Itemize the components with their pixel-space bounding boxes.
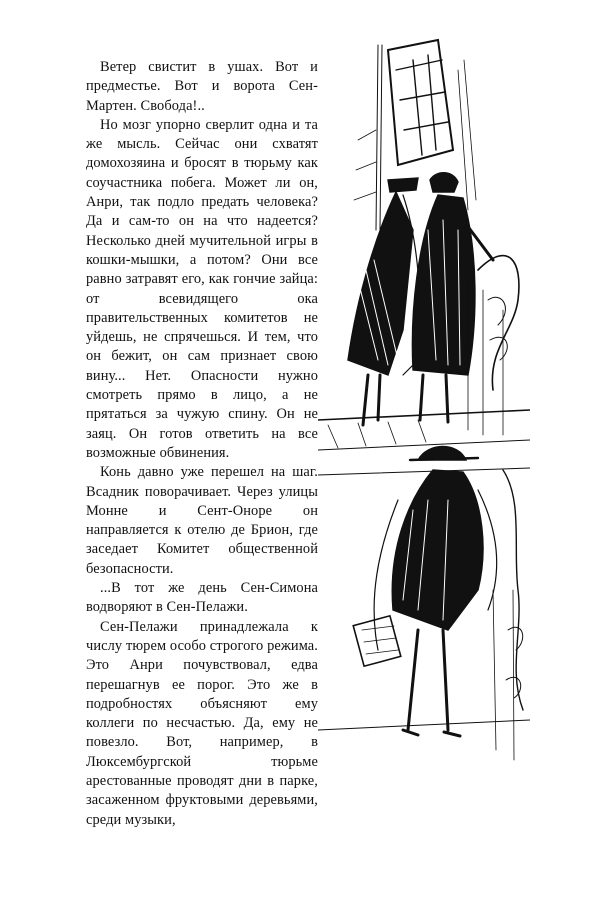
illustration-svg: [318, 30, 530, 790]
two-figures-drawing: [348, 173, 493, 425]
paragraph-4: ...В тот же день Сен-Симона водворяют в Сен-Пелажи.: [86, 580, 318, 616]
paragraph-1: Ветер свистит в ушах. Вот и предместье. Вот и ворота Сен-Мартен. Свобода!..: [86, 59, 318, 114]
text-column: [86, 58, 318, 830]
paragraph-5: Сен-Пелажи принадлежала к числу тюрем особо строгого режима. Это Анри почувствовал, едва перешагнув ее порог. Это же в подробностях объясняют ему коллеги по несчастью. Да, ему не повезло. Вот, например, в Люксембургской тюрьме арестованные проводят дни в парке, засаженном фруктовыми деревьями, среди музыки,: [86, 618, 318, 828]
paragraph-3: Конь давно уже перешел на шаг. Всадник поворачивает. Через улицы Монне и Сент-Оноре он направляется к отелю де Брион, где заседает Комитет общественной безопасности.: [86, 464, 318, 577]
ink-illustration: [318, 30, 530, 790]
paragraph-2: Но мозг упорно сверлит одна и та же мысль. Сейчас они схватят домохозяина и бросят в тюрьму как соучастника побега. Может ли он, Анри, так подло предать человека? Да и сам-то он на что надеется? Несколько дней мучительной игры в кошки-мышки, а потом? Они все равно затравят его, как гончие зайца: от всевидящего ока правительственных комитетов не уйдешь, не спрячешься. И тем, что он бежит, он сам признает свою вину... Нет. Опасности нужно смотреть прямо в лицо, а не прятаться за чужую спину. Он не заяц. Он готов ответить на все возможные обвинения.: [86, 116, 318, 461]
third-figure-drawing: [353, 447, 497, 737]
